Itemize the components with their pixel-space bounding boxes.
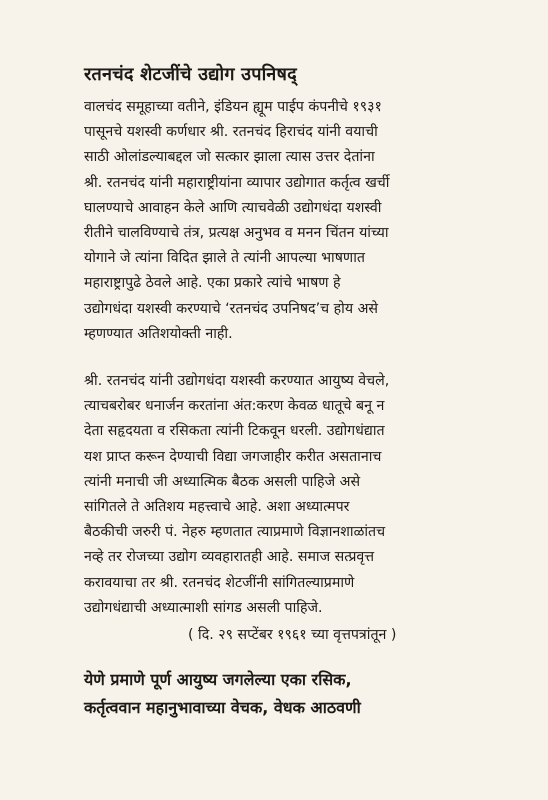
paragraph-2 [84, 369, 474, 621]
closing-line: कर्तृत्ववान महानुभावाच्या वेचक, वेधक आठवणी [84, 698, 361, 717]
source-note: ( दि. २९ सप्टेंबर १९६१ च्या वृत्तपत्रांतून ) [188, 627, 397, 643]
paragraph-2-line: सांगितले ते अतिशय महत्त्वाचे आहे. अशा अध्यात्मपर [84, 499, 350, 516]
paragraph-2-line: उद्योगधंद्याची अध्यात्माशी सांगड असली पाहिजे. [84, 599, 323, 616]
paragraph-1-line: रीतीने चालविण्याचे तंत्र, प्रत्यक्ष अनुभव व मनन चिंतन यांच्या [84, 225, 389, 242]
paragraph-2-line: बैठकीची जरुरी पं. नेहरु म्हणतात त्याप्रमाणे विज्ञानशाळांतच [84, 524, 386, 541]
paragraph-1-line: उद्योगधंदा यशस्वी करण्याचे ‘रतनचंद उपनिषद’च होय असे [84, 300, 378, 317]
paragraph-1-line: वालचंद समूहाच्या वतीने, इंडियन ह्यूम पाईप कंपनीचे १९३१ [84, 99, 382, 115]
paragraph-2-line: त्यांनी मनाची जी अध्यात्मिक बैठक असली पाहिजे असे [84, 473, 361, 490]
paragraph-1-line: साठी ओलांडल्याबद्दल जो सत्कार झाला त्यास उत्तर देतांना [84, 149, 375, 166]
paragraph-1-line: पासूनचे यशस्वी कर्णधार श्री. रतनचंद हिराचंद यांनी वयाची [84, 124, 378, 141]
closing-text [84, 666, 361, 722]
paragraph-2-line: करावयाचा तर श्री. रतनचंद शेटजींनी सांगितल्याप्रमाणे [84, 574, 355, 591]
paragraph-1-line: महाराष्ट्रापुढे ठेवले आहे. एका प्रकारे त्यांचे भाषण हे [84, 275, 341, 292]
paragraph-1-line: घालण्याचे आवाहन केले आणि त्याचवेळी उद्योगधंदा यशस्वी [84, 199, 382, 216]
paragraph-2-line: त्याचबरोबर धनार्जन करतांना अंत:करण केवळ धातूचे बनू न [84, 398, 385, 415]
paragraph-1-line: योगाने जे त्यांना विदित झाले ते त्यांनी आपल्या भाषणात [84, 250, 365, 267]
paragraph-1 [84, 95, 474, 347]
paragraph-2-line: नव्हे तर रोजच्या उद्योग व्यवहारातही आहे. समाज सत्प्रवृत्त [84, 549, 375, 566]
paragraph-2-line: श्री. रतनचंद यांनी उद्योगधंदा यशस्वी करण्यात आयुष्य वेचले, [84, 373, 390, 389]
paragraph-1-line: श्री. रतनचंद यांनी महाराष्ट्रीयांना व्यापार उद्योगात कर्तृत्व खर्ची [84, 174, 390, 191]
closing-line: येणे प्रमाणे पूर्ण आयुष्य जगलेल्या एका रसिक, [84, 670, 352, 689]
page-title: रतनचंद शेटजींचे उद्योग उपनिषद् [84, 64, 297, 85]
paragraph-2-line: देता सहृदयता व रसिकता त्यांनी टिकवून धरली. उद्योगधंद्यात [84, 423, 385, 440]
paragraph-2-line: यश प्राप्त करून देण्याची विद्या जगजाहीर करीत असतानाच [84, 448, 382, 465]
paragraph-1-line: म्हणण्यात अतिशयोक्ती नाही. [84, 325, 233, 342]
